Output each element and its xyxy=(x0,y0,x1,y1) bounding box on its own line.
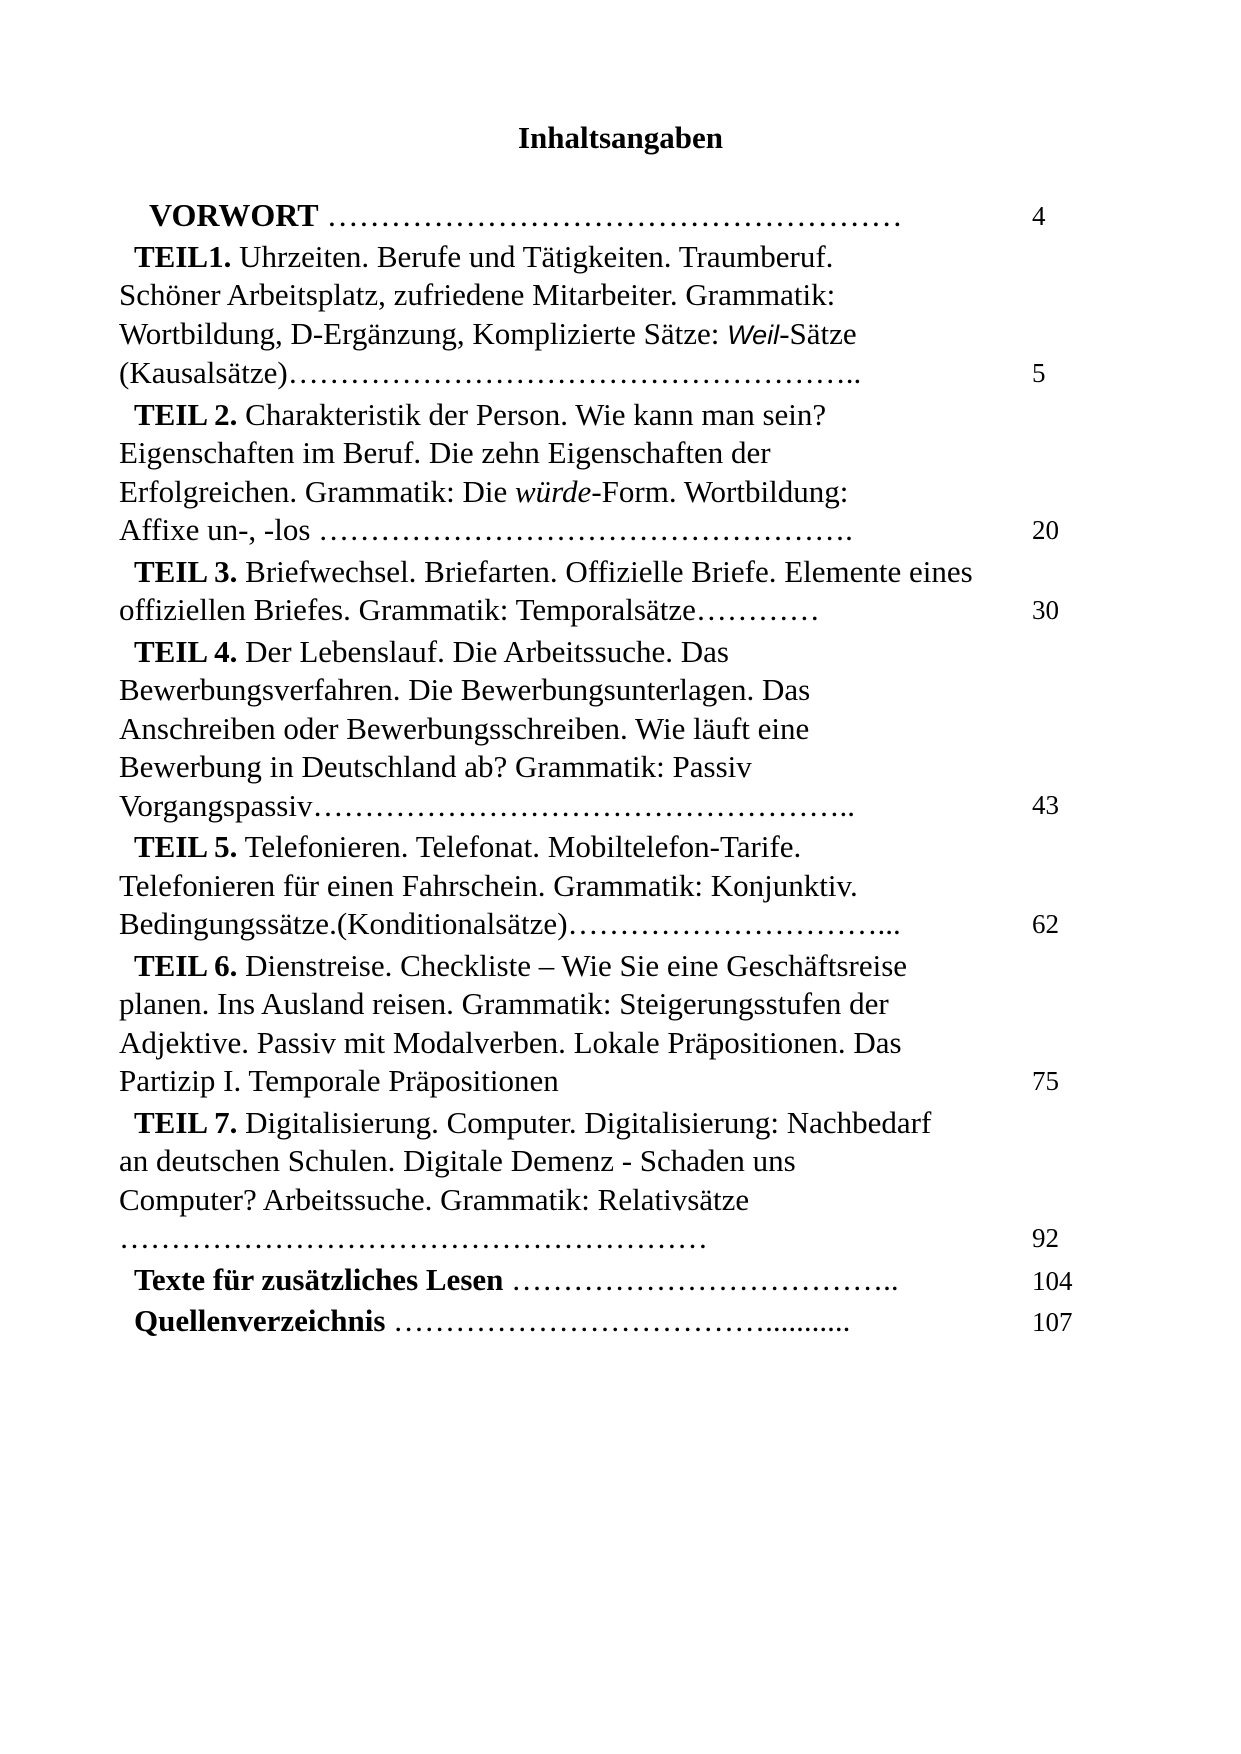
toc-page-number: 107 xyxy=(1032,1307,1073,1337)
toc-entry-heading: TEIL 4. xyxy=(134,633,238,669)
toc-entry-text: Dienstreise. Checkliste – Wie Sie eine Geschäftsreise planen. Ins Ausland reisen. Grammatik: Steigerungsstufen der Adjektive. Passiv mit Modalverben. Lokale Präpositionen. Das Partizip I. Temporale Präpositionen xyxy=(119,947,908,1098)
toc-entry-heading: TEIL 2. xyxy=(134,396,238,432)
toc-entry-teil-1[interactable] xyxy=(119,238,1094,393)
toc-entry-italic: Weil xyxy=(727,319,780,350)
toc-entry-teil-2[interactable] xyxy=(119,396,1094,550)
toc-entry-teil-5[interactable] xyxy=(119,828,1094,944)
toc-entry-text: -Form. Wortbildung: Affixe un-, -los xyxy=(119,473,849,547)
toc-page-number: 20 xyxy=(1032,514,1059,545)
toc-entry-heading: VORWORT xyxy=(149,197,319,233)
toc-entry-heading: TEIL 7. xyxy=(134,1104,238,1140)
toc-entry-heading: TEIL1. xyxy=(134,238,232,274)
table-of-contents xyxy=(119,196,1094,1344)
page-title: Inhaltsangaben xyxy=(517,120,724,155)
toc-page-number: 30 xyxy=(1032,594,1059,625)
toc-entry-teil-6[interactable] xyxy=(119,947,1094,1101)
toc-entry-heading: TEIL 3. xyxy=(134,553,238,589)
toc-page-number: 75 xyxy=(1032,1065,1059,1096)
toc-entry-text: Der Lebenslauf. Die Arbeitssuche. Das Bewerbungsverfahren. Die Bewerbungsunterlagen. Das Anschreiben oder Bewerbungsschreiben. Wie läuft eine Bewerbung in Deutschland ab? Grammatik: Passiv Vorgangspassiv xyxy=(119,633,811,823)
toc-entry-vorwort[interactable] xyxy=(134,196,1094,235)
toc-page-number: 5 xyxy=(1032,357,1046,388)
toc-leader-dots: ………………………………………………… xyxy=(119,1220,708,1255)
toc-entry-text: Telefonieren. Telefonat. Mobiltelefon-Tarife. Telefonieren für einen Fahrschein. Grammatik: Konjunktiv. Bedingungssätze.(Konditionalsätze) xyxy=(119,829,858,941)
toc-entry-text: -Sätze (Kausalsätze) xyxy=(119,315,857,390)
toc-entry-text: Uhrzeiten. Berufe und Tätigkeiten. Traumberuf. Schöner Arbeitsplatz, zufriedene Mitarbeiter. Grammatik: Wortbildung, D-Ergänzung, Komplizierte Sätze: xyxy=(119,238,836,351)
toc-entry-text: Digitalisierung. Computer. Digitalisierung: Nachbedarf an deutschen Schulen. Digitale Demenz - Schaden uns Computer? Arbeitssuche. Grammatik: Relativsätze xyxy=(119,1104,932,1217)
toc-entry-italic: würde xyxy=(514,473,592,509)
toc-entry-heading: TEIL 6. xyxy=(134,947,238,983)
toc-leader-dots: ……………………………………………… xyxy=(318,197,903,233)
toc-leader-dots: ………… xyxy=(695,592,820,627)
toc-leader-dots: ……………………………….. xyxy=(503,1261,899,1297)
toc-leader-dots: …………………………………………….. xyxy=(312,787,855,823)
toc-entry-heading: Texte für zusätzliches Lesen xyxy=(134,1261,504,1297)
toc-page-number: 92 xyxy=(1032,1222,1059,1253)
toc-entry-teil-3[interactable] xyxy=(119,553,1094,630)
toc-entry-heading: Quellenverzeichnis xyxy=(134,1303,386,1338)
toc-entry-quellenverzeichnis[interactable] xyxy=(134,1302,1094,1341)
toc-entry-text: Briefwechsel. Briefarten. Offizielle Briefe. Elemente eines offiziellen Briefes. Grammatik: Temporalsätze xyxy=(119,553,973,627)
toc-page-number: 43 xyxy=(1032,790,1059,820)
toc-page-number: 62 xyxy=(1032,908,1059,939)
toc-page-number: 104 xyxy=(1032,1265,1073,1296)
toc-leader-dots: ………………………………........... xyxy=(385,1303,851,1338)
toc-entry-teil-4[interactable] xyxy=(119,633,1094,826)
toc-entry-teil-7[interactable] xyxy=(119,1104,1094,1258)
toc-leader-dots: ……………………………………………. xyxy=(310,512,853,547)
toc-page-number: 4 xyxy=(1032,201,1046,231)
toc-leader-dots: ……………………………………………….. xyxy=(287,355,862,390)
toc-entry-heading: TEIL 5. xyxy=(134,829,238,864)
toc-entry-zusaetzliches-lesen[interactable] xyxy=(134,1261,1094,1300)
toc-leader-dots: …………………………... xyxy=(567,906,901,941)
toc-entry-text: Charakteristik der Person. Wie kann man sein? Eigenschaften im Beruf. Die zehn Eigenschaften der Erfolgreichen. Grammatik: Die xyxy=(119,396,827,509)
